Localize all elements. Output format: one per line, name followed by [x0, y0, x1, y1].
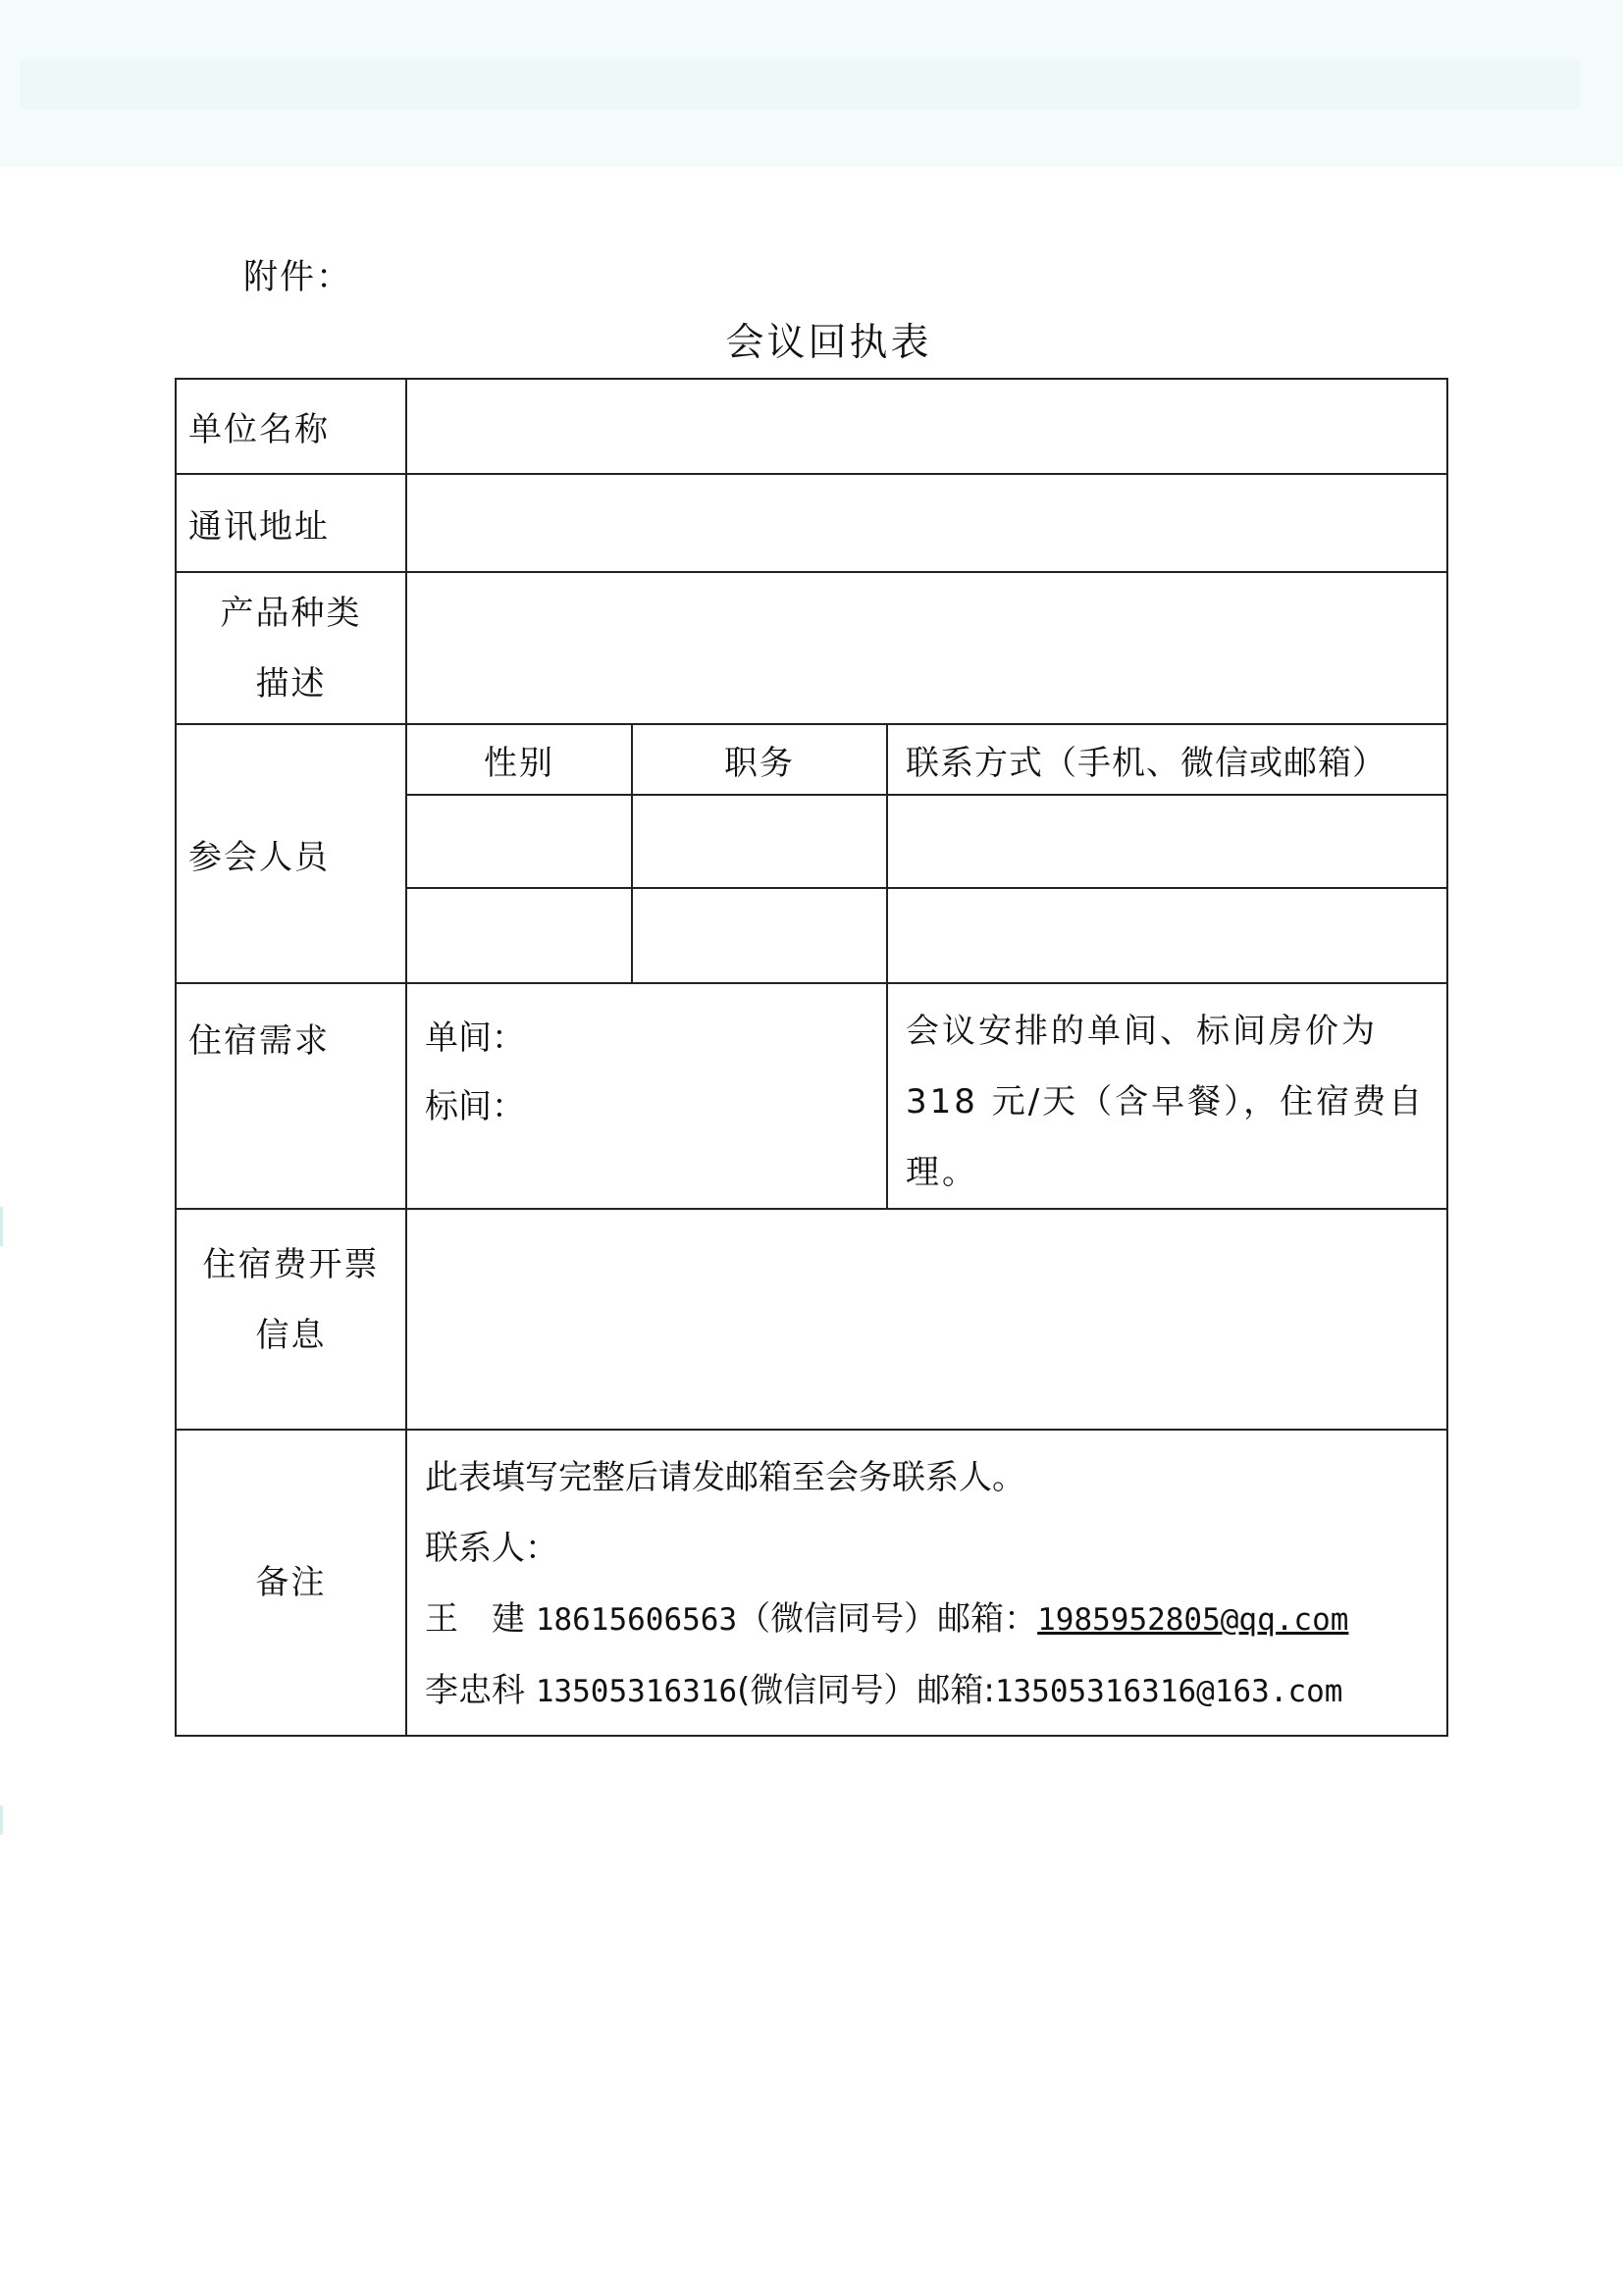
scan-header-band	[0, 0, 1623, 167]
contact-email: 13505316316@163.com	[994, 1674, 1343, 1709]
scan-header-stripe	[20, 59, 1580, 110]
attachment-label: 附件：	[243, 258, 353, 297]
attendee-position-field[interactable]	[632, 795, 887, 888]
product-label-line1: 产品种类	[220, 593, 362, 633]
receipt-form-table	[175, 378, 1448, 1737]
standard-room-label: 标间：	[425, 1087, 525, 1126]
row-lodging	[176, 983, 1447, 1209]
remarks-label: 备注	[176, 1430, 406, 1736]
invoice-label-line1: 住宿费开票	[202, 1245, 380, 1284]
attendees-label: 参会人员	[176, 724, 406, 983]
contact-wechat-note: （微信同号）邮箱：	[737, 1599, 1038, 1639]
invoice-label-line2: 信息	[255, 1316, 327, 1355]
remarks-content	[406, 1430, 1447, 1736]
unit-name-label: 单位名称	[176, 379, 406, 474]
single-room-label: 单间：	[425, 1018, 525, 1058]
lodging-label: 住宿需求	[176, 983, 406, 1209]
contact-email-link[interactable]: 1985952805@qq.com	[1037, 1602, 1349, 1638]
address-field[interactable]	[406, 474, 1447, 572]
contact-wechat-note: (微信同号）邮箱:	[737, 1671, 995, 1710]
product-field[interactable]	[406, 572, 1447, 724]
attendee-contact-field[interactable]	[887, 795, 1447, 888]
scan-edge-mark	[0, 1207, 3, 1246]
lodging-note-line: 318 元/天（含早餐），住宿费自	[906, 1082, 1426, 1122]
row-invoice	[176, 1209, 1447, 1430]
remarks-contacts-heading: 联系人：	[425, 1529, 558, 1568]
attendee-contact-field[interactable]	[887, 888, 1447, 983]
address-label: 通讯地址	[176, 474, 406, 572]
contact-line	[425, 1584, 1435, 1655]
contact-name: 王 建	[425, 1599, 525, 1639]
lodging-note-line: 会议安排的单间、标间房价为	[906, 1012, 1378, 1051]
row-unit-name	[176, 379, 1447, 474]
position-column-header: 职务	[632, 724, 887, 795]
row-address	[176, 474, 1447, 572]
contact-phone: 13505316316	[535, 1674, 738, 1709]
row-product	[176, 572, 1447, 724]
lodging-price-note	[887, 983, 1447, 1209]
remarks-instruction: 此表填写完整后请发邮箱至会务联系人。	[425, 1458, 1025, 1497]
attendee-gender-field[interactable]	[406, 888, 632, 983]
product-label	[176, 572, 406, 724]
product-label-line2: 描述	[255, 663, 327, 704]
invoice-field[interactable]	[406, 1209, 1447, 1430]
contact-name: 李忠科	[425, 1671, 525, 1710]
lodging-options[interactable]	[406, 983, 887, 1209]
attendee-gender-field[interactable]	[406, 795, 632, 888]
contact-column-header: 联系方式（手机、微信或邮箱）	[887, 724, 1447, 795]
invoice-label	[176, 1209, 406, 1430]
contact-line	[425, 1655, 1435, 1727]
attendee-position-field[interactable]	[632, 888, 887, 983]
unit-name-field[interactable]	[406, 379, 1447, 474]
lodging-note-line: 理。	[906, 1153, 978, 1192]
page-title: 会议回执表	[725, 321, 932, 365]
gender-column-header: 性别	[406, 724, 632, 795]
row-remarks	[176, 1430, 1447, 1736]
scan-edge-mark	[0, 1805, 3, 1835]
row-attendee-header	[176, 724, 1447, 795]
contact-phone: 18615606563	[535, 1602, 738, 1638]
